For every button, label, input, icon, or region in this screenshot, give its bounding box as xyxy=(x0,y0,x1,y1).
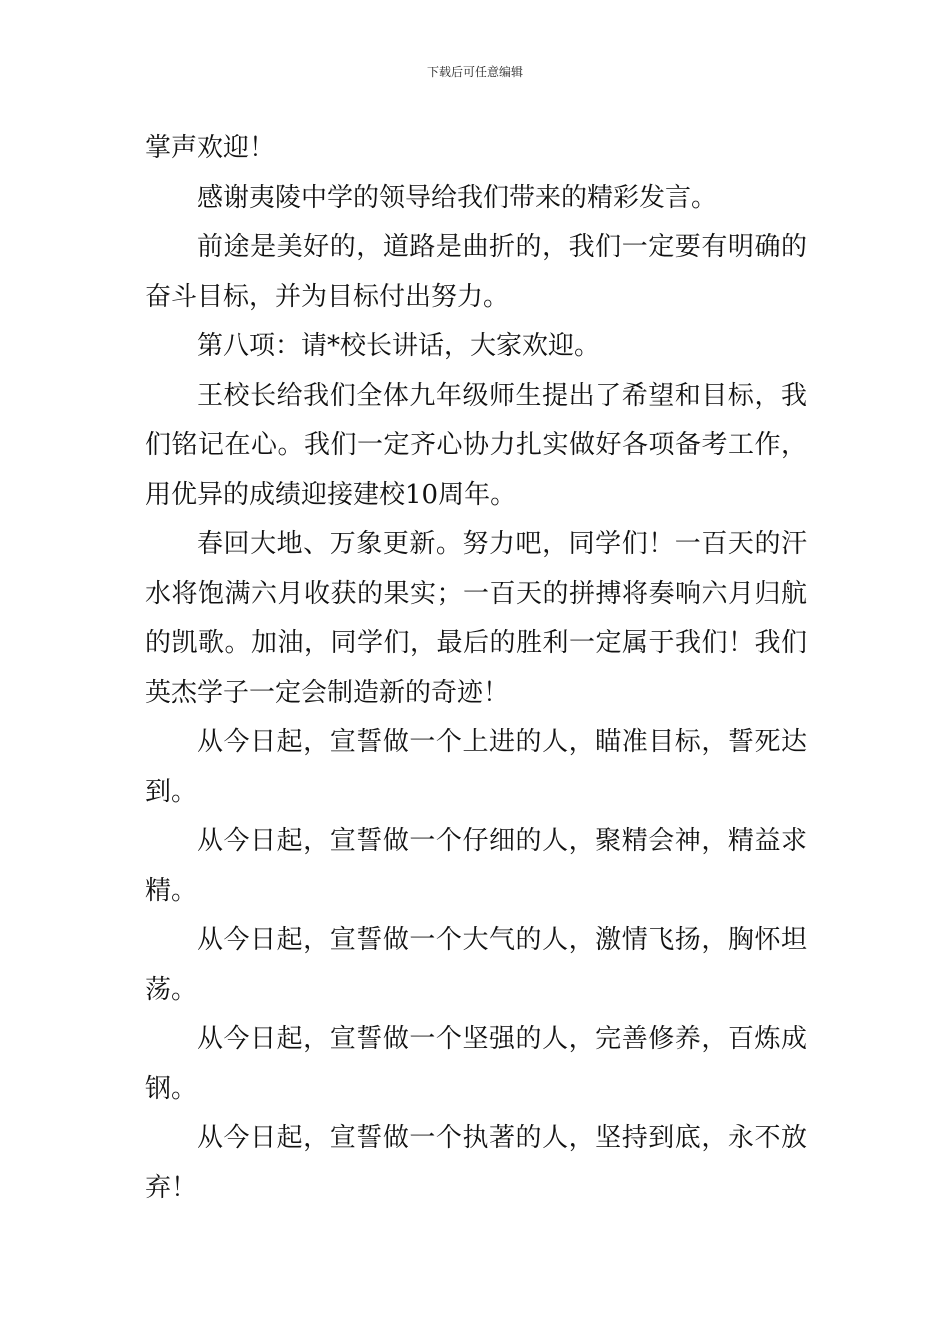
paragraph: 感谢夷陵中学的领导给我们带来的精彩发言。 xyxy=(197,182,718,213)
paragraph: 春回大地、万象更新。努力吧，同学们！一百天的汗水将饱满六月收获的果实；一百天的拼搏将奏响六月归航的凯歌。加油，同学们，最后的胜利一定属于我们！我们英杰学子一定会制造新的奇迹！ xyxy=(145,529,807,708)
paragraph: 前途是美好的，道路是曲折的，我们一定要有明确的奋斗目标，并为目标付出努力。 xyxy=(145,232,807,312)
paragraph: 从今日起，宣誓做一个执著的人，坚持到底，永不放弃！ xyxy=(145,1123,807,1203)
paragraph: 从今日起，宣誓做一个坚强的人，完善修养，百炼成钢。 xyxy=(145,1024,807,1104)
paragraph: 第八项：请*校长讲话，大家欢迎。 xyxy=(197,331,601,361)
paragraph: 从今日起，宣誓做一个大气的人，激情飞扬，胸怀坦荡。 xyxy=(145,925,807,1005)
page-header: 下载后可任意编辑 xyxy=(426,65,523,79)
paragraph: 从今日起，宣誓做一个上进的人，瞄准目标，誓死达到。 xyxy=(145,727,807,807)
paragraph: 王校长给我们全体九年级师生提出了希望和目标，我们铭记在心。我们一定齐心协力扎实做好各项备考工作，用优异的成绩迎接建校10周年。 xyxy=(145,380,807,510)
paragraph: 掌声欢迎！ xyxy=(145,133,276,163)
paragraph: 从今日起，宣誓做一个仔细的人，聚精会神，精益求精。 xyxy=(145,826,807,906)
document-body xyxy=(145,124,807,1213)
